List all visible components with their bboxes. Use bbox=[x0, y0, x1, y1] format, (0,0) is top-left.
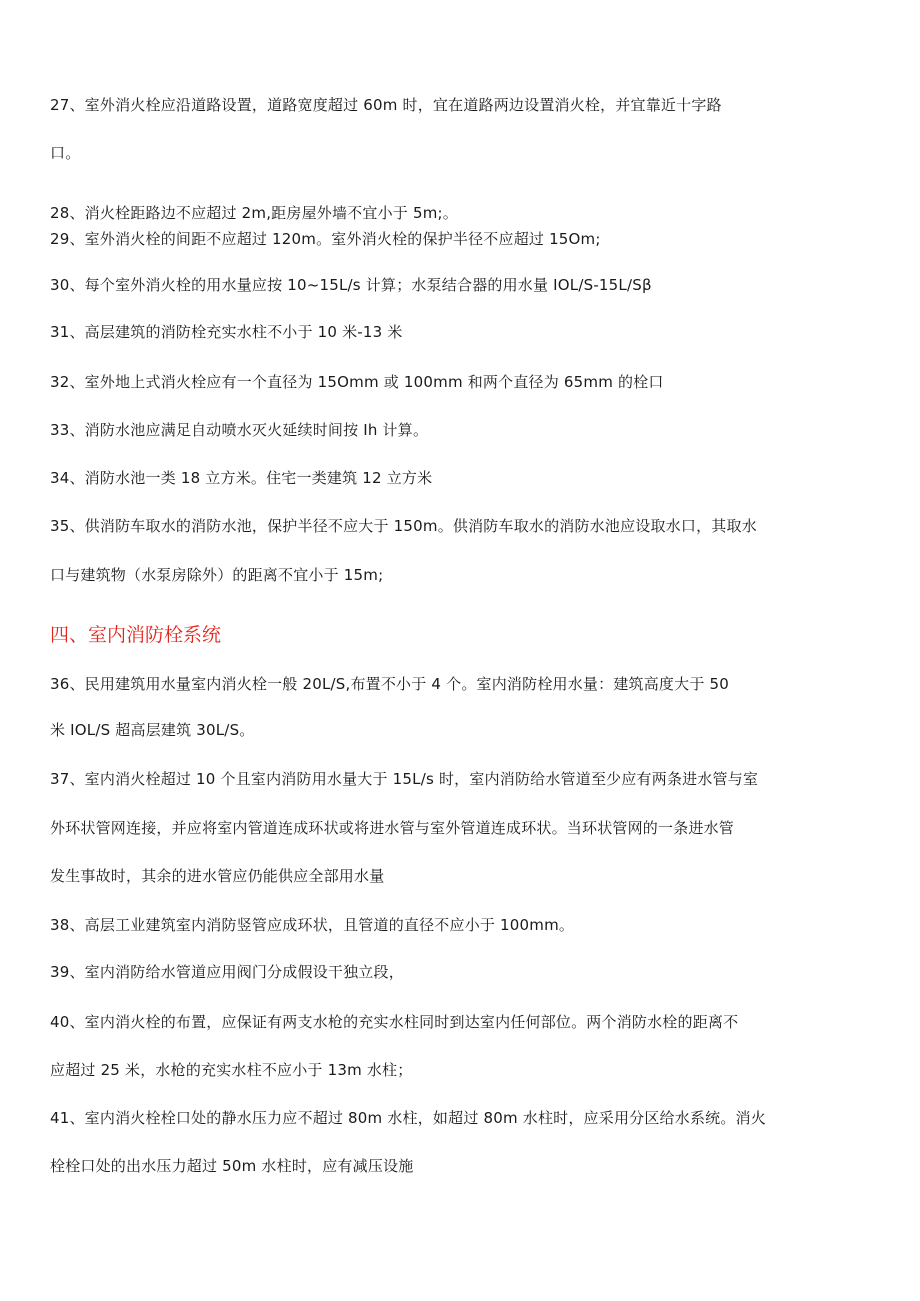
text-line-37b: 外环状管网连接，并应将室内管道连成环状或将进水管与室外管道连成环状。当环状管网的一条进水管 bbox=[50, 819, 735, 837]
text-line-41b: 栓栓口处的出水压力超过 50m 水柱时，应有减压设施 bbox=[50, 1157, 414, 1175]
text-line-30: 30、每个室外消火栓的用水量应按 10~15L/s 计算；水泵结合器的用水量 IOL/S-15L∕Sβ bbox=[50, 276, 652, 294]
text-line-38: 38、高层工业建筑室内消防竖管应成环状，且管道的直径不应小于 100mm。 bbox=[50, 916, 575, 934]
text-line-37a: 37、室内消火栓超过 10 个且室内消防用水量大于 15L/s 时，室内消防给水管道至少应有两条进水管与室 bbox=[50, 770, 759, 788]
text-line-40b: 应超过 25 米，水枪的充实水柱不应小于 13m 水柱； bbox=[50, 1061, 413, 1079]
text-line-35a: 35、供消防车取水的消防水池，保护半径不应大于 150m。供消防车取水的消防水池应设取水口，其取水 bbox=[50, 517, 757, 535]
text-line-41a: 41、室内消火栓栓口处的静水压力应不超过 80m 水柱，如超过 80m 水柱时，应采用分区给水系统。消火 bbox=[50, 1109, 766, 1127]
text-line-36a: 36、民用建筑用水量室内消火栓一般 20L/S,布置不小于 4 个。室内消防栓用水量：建筑高度大于 50 bbox=[50, 675, 729, 693]
text-line-27b: 口。 bbox=[50, 144, 81, 162]
text-line-36b: 米 IOL/S 超高层建筑 30L∕S。 bbox=[50, 721, 255, 739]
text-line-32: 32、室外地上式消火栓应有一个直径为 15Omm 或 100mm 和两个直径为 65mm 的栓口 bbox=[50, 373, 664, 391]
text-line-39: 39、室内消防给水管道应用阀门分成假设干独立段， bbox=[50, 963, 404, 981]
text-line-33: 33、消防水池应满足自动喷水灭火延续时间按 Ih 计算。 bbox=[50, 421, 429, 439]
text-line-28: 28、消火栓距路边不应超过 2m,距房屋外墙不宜小于 5m;。 bbox=[50, 204, 458, 222]
text-line-31: 31、高层建筑的消防栓充实水柱不小于 10 米-13 米 bbox=[50, 323, 403, 341]
text-line-34: 34、消防水池一类 18 立方米。住宅一类建筑 12 立方米 bbox=[50, 469, 433, 487]
section-heading: 四、室内消防栓系统 bbox=[50, 624, 222, 646]
text-line-35b: 口与建筑物（水泵房除外）的距离不宜小于 15m; bbox=[50, 566, 384, 584]
text-line-37c: 发生事故时，其余的进水管应仍能供应全部用水量 bbox=[50, 867, 385, 885]
text-line-29: 29、室外消火栓的间距不应超过 120m。室外消火栓的保护半径不应超过 15Om; bbox=[50, 230, 601, 248]
text-line-27a: 27、室外消火栓应沿道路设置，道路宽度超过 60m 时，宜在道路两边设置消火栓，并宜靠近十字路 bbox=[50, 96, 722, 114]
text-line-40a: 40、室内消火栓的布置，应保证有两支水枪的充实水柱同时到达室内任何部位。两个消防水栓的距离不 bbox=[50, 1013, 739, 1031]
